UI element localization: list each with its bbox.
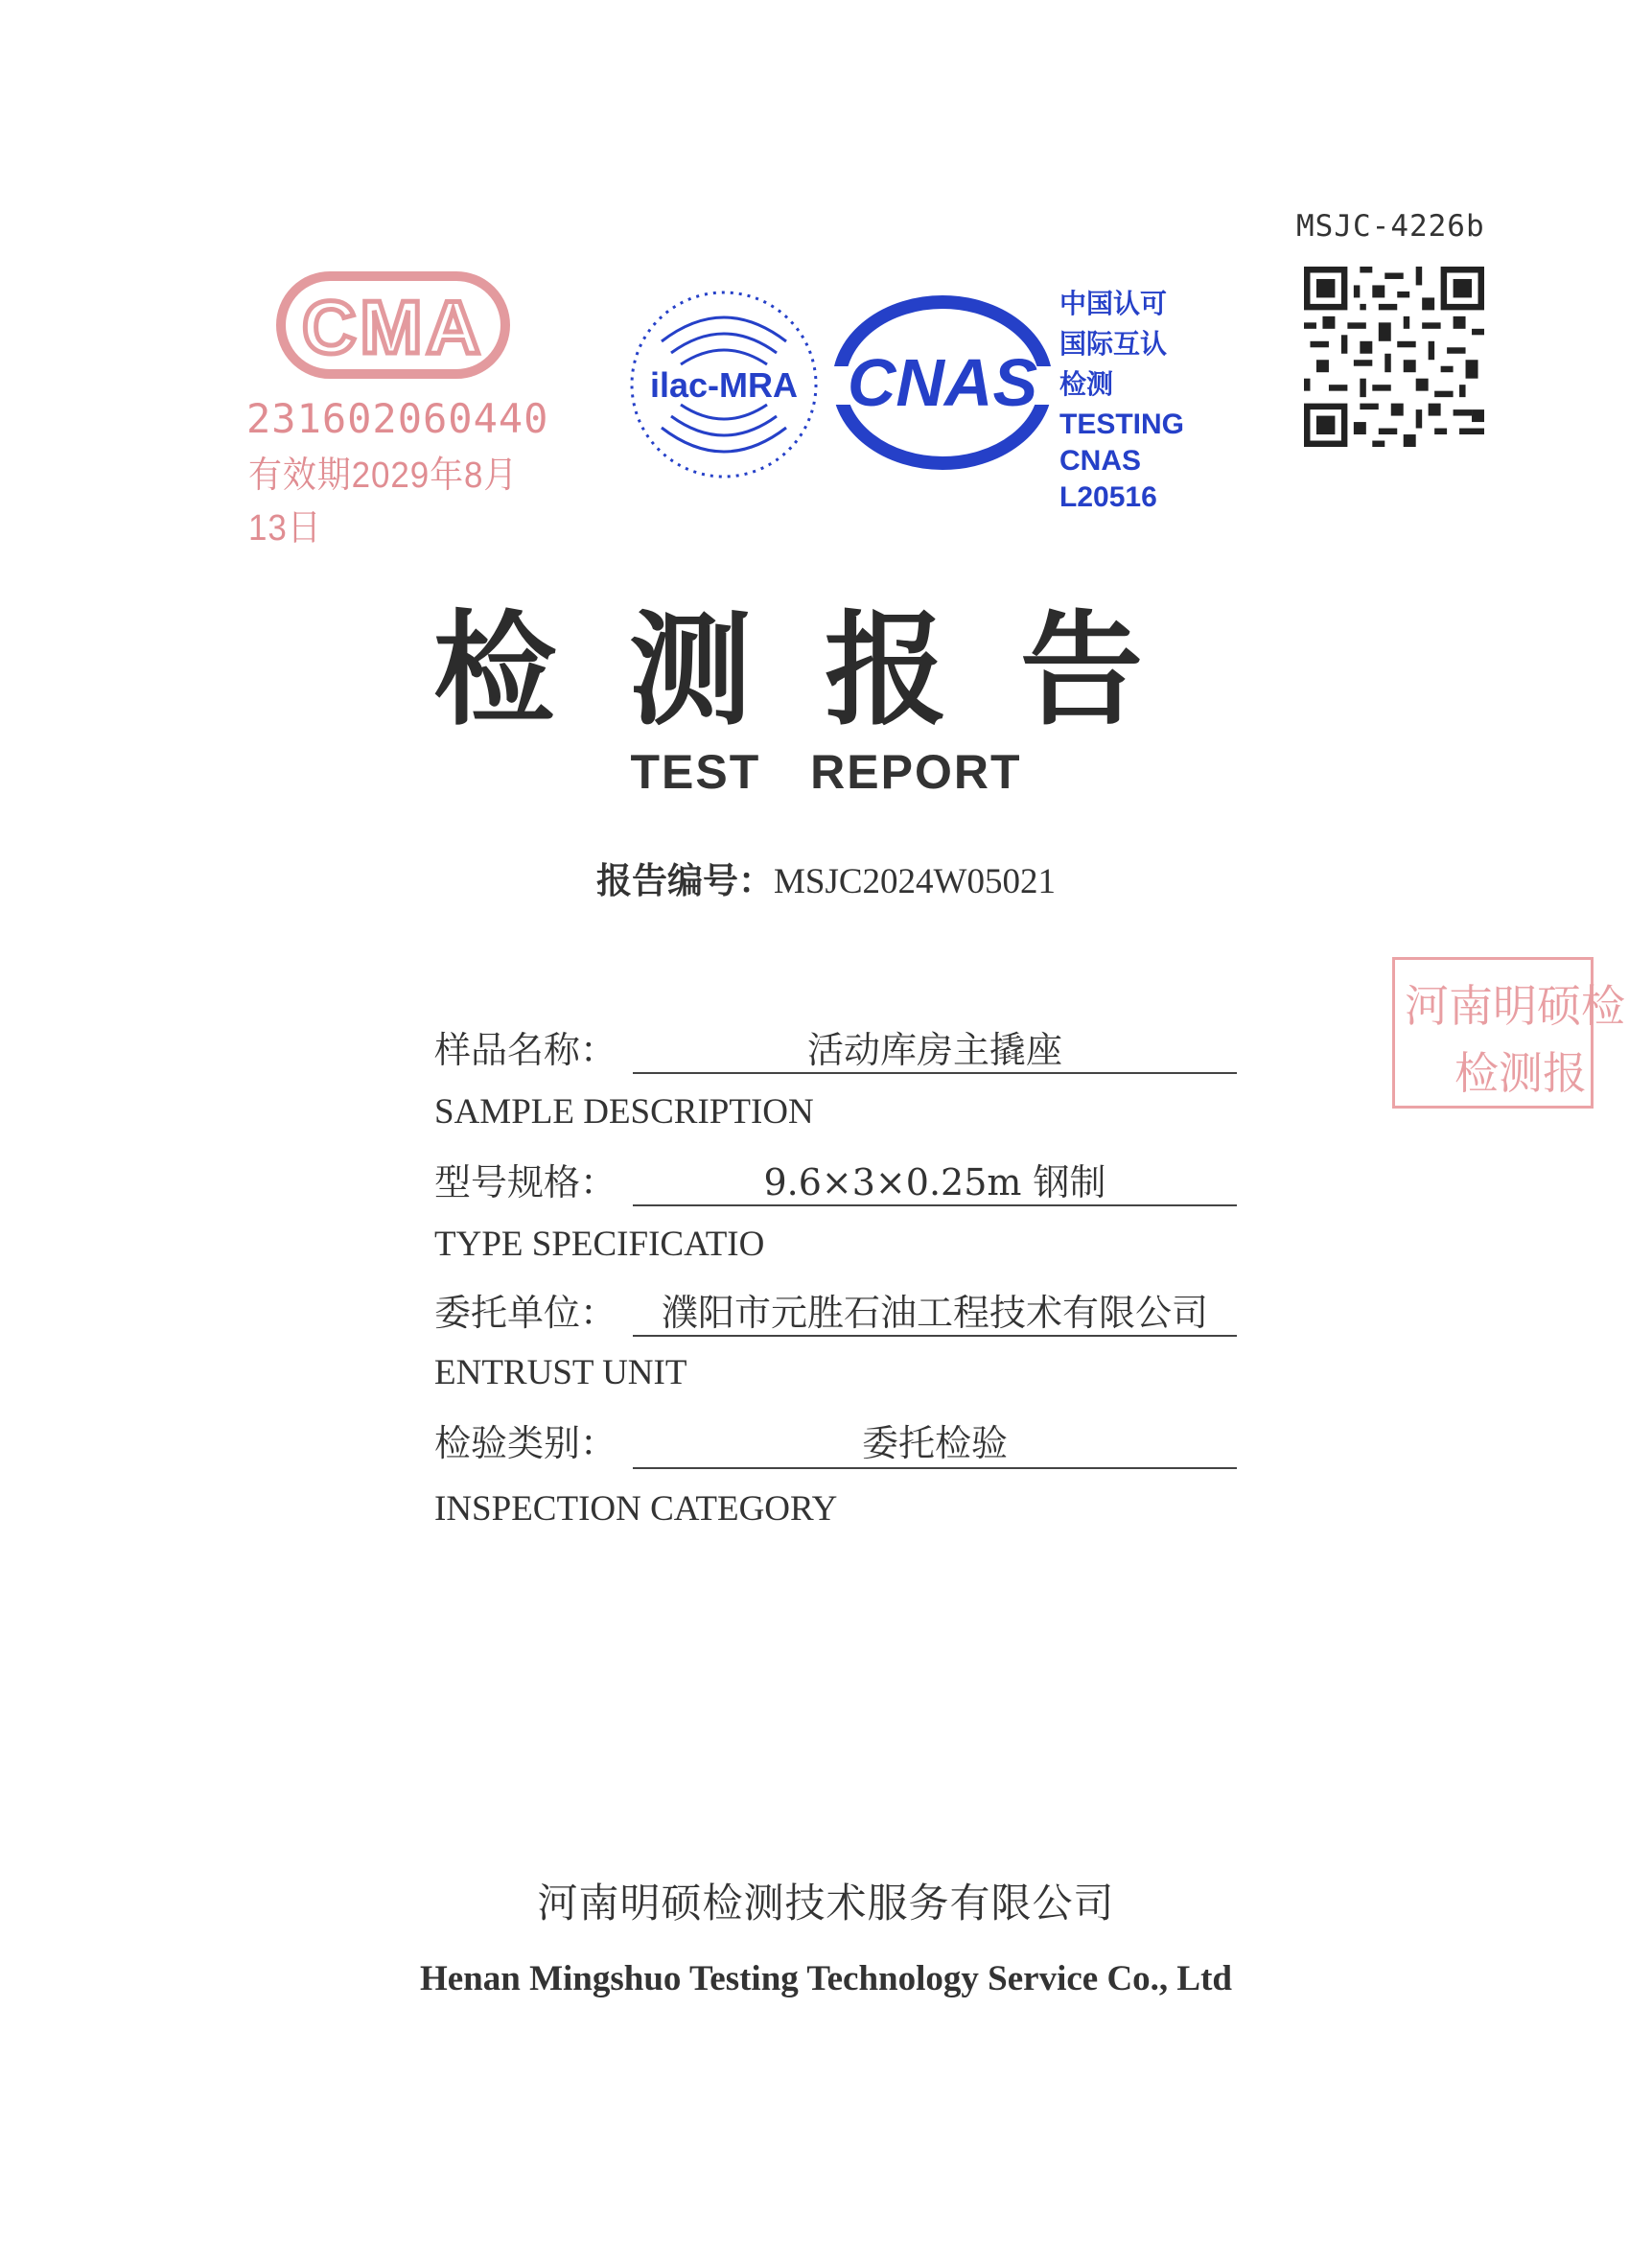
svg-text:CMA: CMA [302, 285, 484, 369]
sample-name-underline [633, 1072, 1237, 1074]
ilac-mra-icon [623, 284, 825, 485]
svg-text:ilac-MRA: ilac-MRA [649, 365, 799, 405]
entrust-unit-underline [633, 1335, 1237, 1337]
inspection-category-label: 检验类别： [434, 1422, 617, 1464]
cnas-english-text: TESTING CNAS L20516 [1059, 409, 1185, 513]
cma-mark [244, 261, 570, 549]
inspection-category-label-en: INSPECTION CATEGORY [434, 1489, 838, 1529]
accreditation-mark [623, 284, 1198, 513]
cma-logo-icon [273, 269, 513, 382]
sample-name-label-en: SAMPLE DESCRIPTION [434, 1092, 814, 1132]
document-code: MSJC-4226b [1296, 209, 1485, 244]
type-spec-value: 9.6×3×0.25m 钢制 [763, 1161, 1106, 1203]
sample-name-value: 活动库房主撬座 [806, 1029, 1062, 1071]
report-number-label: 报告编号： [596, 860, 774, 901]
entrust-unit-value: 濮阳市元胜石油工程技术有限公司 [661, 1292, 1208, 1334]
report-number-value: MSJC2024W05021 [774, 862, 1056, 901]
report-title-cn: 检测报告 [432, 598, 1216, 742]
company-seal-stamp [1392, 957, 1625, 1109]
seal-line-1: 河南明硕检 [1405, 980, 1625, 1032]
entrust-unit-label: 委托单位： [434, 1292, 617, 1334]
entrust-unit-label-en: ENTRUST UNIT [434, 1353, 687, 1392]
report-number [0, 852, 1652, 903]
svg-text:CNAS: CNAS [847, 345, 1038, 420]
cma-validity: 有效期2029年8月13日 [248, 455, 519, 549]
seal-line-2: 检测报 [1454, 1047, 1587, 1099]
inspection-category-underline [633, 1467, 1237, 1469]
cnas-logo-icon [832, 295, 1053, 470]
sample-name-label: 样品名称： [434, 1029, 617, 1071]
company-name-en: Henan Mingshuo Testing Technology Service Co., Ltd [419, 1959, 1233, 1998]
company-name-cn: 河南明硕检测技术服务有限公司 [537, 1880, 1115, 1927]
cma-number: 231602060440 [246, 395, 549, 442]
type-spec-label-en: TYPE SPECIFICATIO [434, 1225, 765, 1264]
qr-code [1304, 267, 1484, 447]
type-spec-label: 型号规格： [434, 1161, 617, 1203]
cnas-chinese-text: 中国认可 国际互认 检测 [1059, 288, 1168, 400]
inspection-category-value: 委托检验 [861, 1422, 1008, 1464]
report-title-en: TEST REPORT [630, 745, 1022, 799]
type-spec-underline [633, 1204, 1237, 1206]
